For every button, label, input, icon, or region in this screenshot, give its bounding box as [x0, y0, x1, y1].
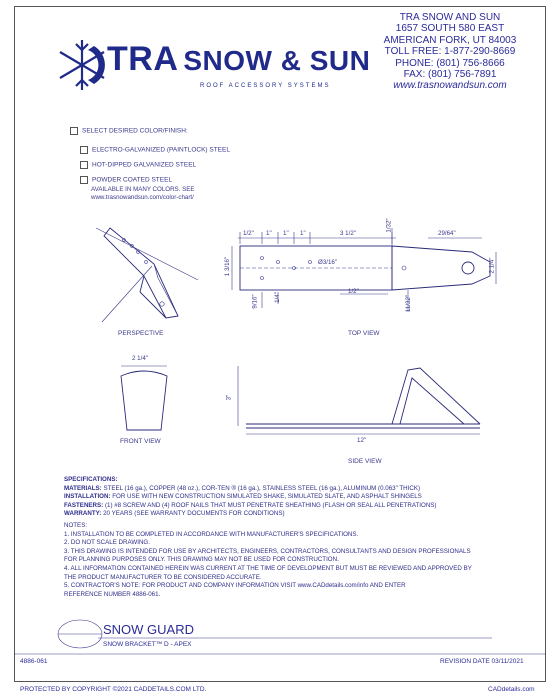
note-line: 3. THIS DRAWING IS INTENDED FOR USE BY ARCHITECTS, ENGINEERS, CONTRACTORS, CONSULTANTS AND DESIGN PROFESSIONALS: [64, 547, 471, 555]
logo-tra: TRA: [107, 40, 179, 78]
dim-top-half-1: 1/2": [243, 230, 254, 237]
drawing-title: SNOW GUARD: [103, 622, 194, 637]
finish-heading: SELECT DESIRED COLOR/FINISH:: [82, 127, 188, 135]
dim-side-length: 12": [357, 437, 367, 444]
note-line: 5. CONTRACTOR'S NOTE: FOR PRODUCT AND COMPANY INFORMATION VISIT www.CADdetails.com/info AND ENTER: [64, 582, 406, 590]
logo-snow-sun: SNOW & SUN: [183, 45, 371, 76]
spec-fasteners: FASTENERS: (1) #8 SCREW AND (4) ROOF NAILS THAT MUST PENETRATE SHEATHING (FLASH OR SEAL ALL PENETRATIONS): [64, 501, 437, 509]
copyright-text: PROTECTED BY COPYRIGHT ©2021 CADDETAILS.COM LTD.: [20, 686, 207, 693]
dim-top-half-2: 1/2": [348, 288, 359, 295]
toll-free: TOLL FREE: 1-877-290-8669: [384, 46, 516, 58]
note-line: 4. ALL INFORMATION CONTAINED HEREIN WAS CURRENT AT THE TIME OF DEVELOPMENT BUT MUST BE REVIEWED AND APPROVED BY: [64, 564, 472, 572]
notes-heading: NOTES:: [64, 522, 88, 529]
finish-option-3[interactable]: POWDER COATED STEEL: [80, 176, 172, 184]
dim-front-width: 2 1/4": [132, 355, 148, 362]
dim-top-9-16: 9/16": [251, 294, 259, 309]
top-view-label: TOP VIEW: [348, 330, 380, 337]
note-line: FOR PLANNING PURPOSES ONLY. THIS DRAWING MAY NOT BE USED FOR CONSTRUCTION.: [64, 556, 339, 564]
dim-top-hole: Ø3/16": [318, 259, 338, 266]
front-view-label: FRONT VIEW: [120, 438, 161, 445]
finish-option-1[interactable]: ELECTRO-GALVANIZED (PAINTLOCK) STEEL: [80, 146, 230, 154]
drawing-subtitle: SNOW BRACKET™ D - APEX: [103, 641, 192, 648]
finish-option-2[interactable]: HOT-DIPPED GALVANIZED STEEL: [80, 161, 196, 169]
note-line: 1. INSTALLATION TO BE COMPLETED IN ACCORDANCE WITH MANUFACTURER'S SPECIFICATIONS.: [64, 530, 359, 538]
dim-top-29-64: 29/64": [438, 230, 456, 237]
color-chart-link[interactable]: www.trasnowandsun.com/color-chart/: [91, 194, 194, 201]
dim-top-1-4: 1/4": [273, 292, 281, 303]
dim-top-11-32: 11/32": [405, 294, 413, 313]
note-line: REFERENCE NUMBER 4886-061.: [64, 590, 161, 598]
dim-side-height: 3": [225, 394, 233, 401]
address-line-1: 1657 SOUTH 580 EAST: [395, 23, 505, 35]
dim-top-1c: 1": [300, 230, 306, 237]
dim-top-1b: 1": [283, 230, 289, 237]
company-name: TRA SNOW AND SUN: [399, 12, 501, 23]
caddetails-link[interactable]: CADdetails.com: [488, 686, 535, 693]
spec-materials: MATERIALS: STEEL (16 ga.), COPPER (48 oz.), COR-TEN ® (16 ga.), STAINLESS STEEL (16 ga.), ALUMINUM (0.063" THICK): [64, 484, 421, 492]
color-note: AVAILABLE IN MANY COLORS. SEE: [91, 186, 195, 193]
website-link[interactable]: www.trasnowandsun.com: [393, 80, 507, 92]
revision-date: REVISION DATE 03/11/2021: [440, 658, 524, 665]
dim-top-1-3-16: 1 3/16": [224, 256, 232, 277]
dim-top-2-1-4: 2 1/4": [488, 257, 496, 274]
logo-tagline: ROOF ACCESSORY SYSTEMS: [200, 83, 331, 89]
dim-top-1a: 1": [266, 230, 272, 237]
reference-number: 4886-061: [20, 658, 48, 665]
spec-installation: INSTALLATION: FOR USE WITH NEW CONSTRUCTION SIMULATED SHAKE, SIMULATED SLATE, AND ASPHALT SHINGELS: [64, 493, 422, 501]
dim-top-1-32: 1/32": [385, 218, 393, 233]
phone: PHONE: (801) 756-8666: [395, 57, 505, 69]
dim-top-3-1-2: 3 1/2": [340, 230, 356, 237]
spec-warranty: WARRANTY: 20 YEARS (SEE WARRANTY DOCUMENTS FOR CONDITIONS): [64, 510, 285, 518]
perspective-label: PERSPECTIVE: [118, 330, 164, 337]
side-view-label: SIDE VIEW: [348, 458, 382, 465]
spec-heading: SPECIFICATIONS:: [64, 476, 118, 483]
address-line-2: AMERICAN FORK, UT 84003: [383, 34, 517, 46]
fax: FAX: (801) 756-7891: [403, 69, 497, 81]
note-line: 2. DO NOT SCALE DRAWING.: [64, 539, 150, 547]
note-line: THE PRODUCT MANUFACTURER TO BE CONSIDERED ACCURATE.: [64, 573, 262, 581]
